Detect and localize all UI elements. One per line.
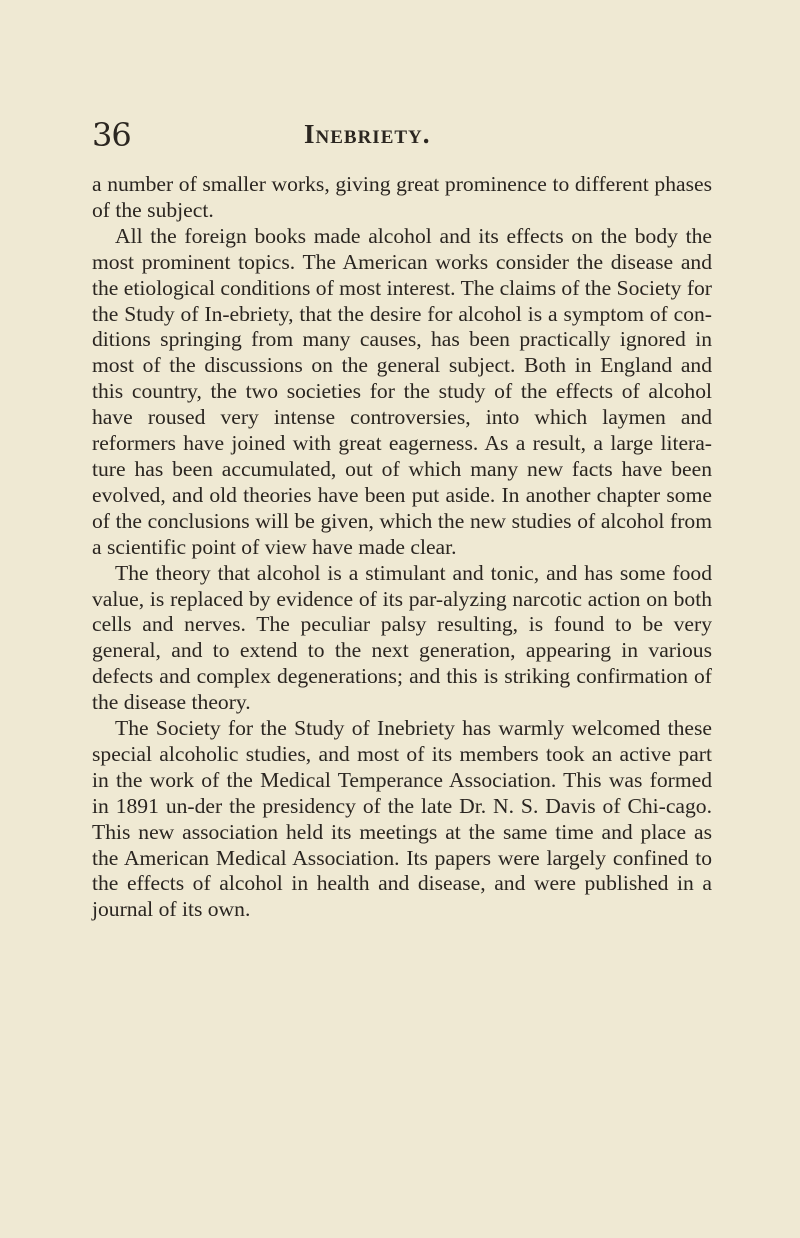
paragraph-society-studies: The Society for the Study of Inebriety has warmly welcomed these special alcoholic studies, and most of its members took an active part in the work of the Medical Temperance Association. This was formed in 1891 un-der the presidency of the late Dr. N. S. Davis of Chi-cago. This new association held its meetings at the same time and place as the American Medical Association. Its papers were largely confined to the effects of alcohol in health and disease, and were published in a journal of its own. — [92, 716, 712, 922]
paragraph-continuation: a number of smaller works, giving great prominence to different phases of the subject. — [92, 172, 712, 222]
page-header — [92, 116, 720, 156]
paragraph-foreign-books: All the foreign books made alcohol and its effects on the body the most prominent topics. The American works consider the disease and the etiological conditions of most interest. The claims of the Society for the Study of In-ebriety, that the desire for alcohol is a symptom of con-ditions springing from many causes, has been practically ignored in most of the discussions on the general subject. Both in England and this country, the two societies for the study of the effects of alcohol have roused very intense controversies, into which laymen and reformers have joined with great eagerness. As a result, a large litera-ture has been accumulated, out of which many new facts have been evolved, and old theories have been put aside. In another chapter some of the conclusions will be given, which the new studies of alcohol from a scientific point of view have made clear. — [92, 223, 712, 559]
body-text — [92, 172, 712, 923]
running-head: Inebriety. — [304, 119, 431, 149]
paragraph-stimulant-theory: The theory that alcohol is a stimulant and tonic, and has some food value, is replaced by evidence of its par-alyzing narcotic action on both cells and nerves. The peculiar palsy resulting, is found to be very general, and to extend to the next generation, appearing in various defects and complex degenerations; and this is striking confirmation of the disease theory. — [92, 560, 712, 715]
page-number: 36 — [92, 116, 131, 154]
